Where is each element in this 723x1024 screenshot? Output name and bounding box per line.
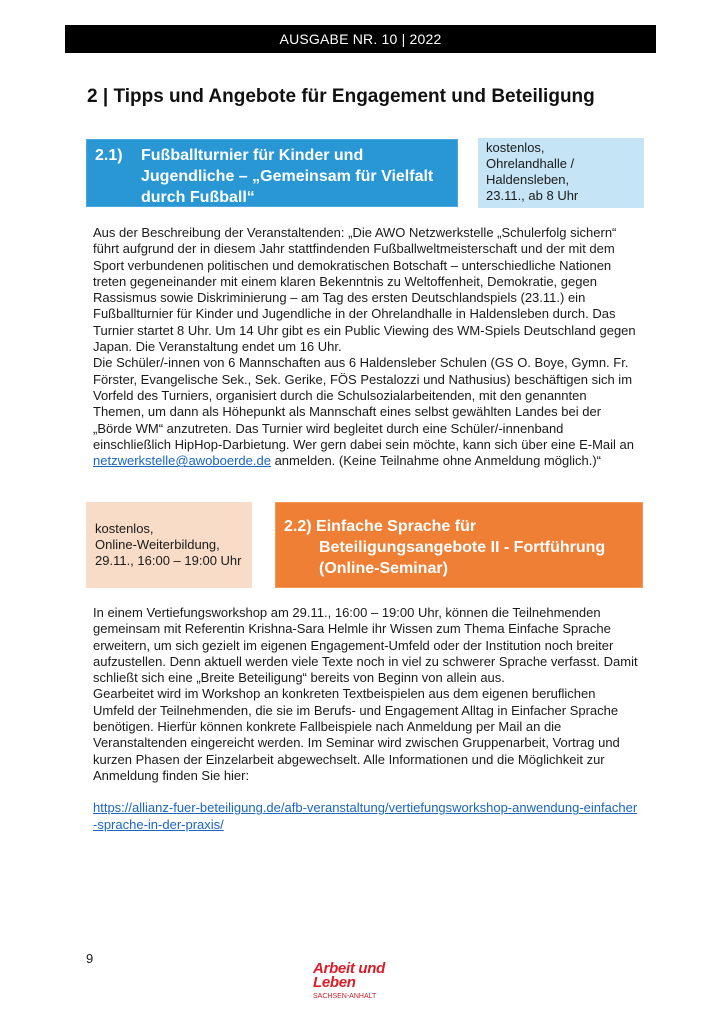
logo-line-1: Arbeit und (313, 960, 385, 977)
item1-description (93, 225, 638, 469)
item2-body-1: In einem Vertiefungsworkshop am 29.11., 16:00 – 19:00 Uhr, können die Teilnehmenden gemeinsam mit Referentin Krishna-Sara Helmle ihr Wissen zum Thema Einfache Sprache erweitern, um sich gezielt im eigenen Engagement-Umfeld oder der Institution noch breiter aufzustellen. Denn aktuell werden viele Texte noch in viel zu schwerer Sprache verfasst. Damit schließt sich eine „Breite Beteiligung“ bereits von Beginn von allein aus. (93, 605, 638, 686)
registration-link[interactable]: https://allianz-fuer-beteiligung.de/afb-veranstaltung/vertiefungsworkshop-anwendung-einfacher-sprache-in-der-praxis/ (93, 800, 638, 832)
item2-description (93, 605, 638, 833)
issue-label: AUSGABE NR. 10 | 2022 (279, 31, 442, 47)
item1-title: Fußballturnier für Kinder und Jugendliche – „Gemeinsam für Vielfalt durch Fußball“ (141, 147, 434, 206)
item1-info-box (478, 138, 644, 208)
item1-number: 2.1) (95, 147, 123, 164)
page-number: 9 (86, 951, 94, 966)
item1-body-2-end: anmelden. (Keine Teilnahme ohne Anmeldung möglich.)“ (270, 453, 601, 469)
item2-title-box (275, 502, 643, 588)
item2-title (284, 516, 634, 579)
item1-title-box (86, 139, 458, 207)
item2-number: 2.2) (284, 518, 312, 535)
logo-line-2: Leben (313, 974, 356, 991)
item1-body-1: Aus der Beschreibung der Veranstaltenden: „Die AWO Netzwerkstelle „Schulerfolg sichern“ führt aufgrund der in diesem Jahr stattfindenden Fußballweltmeisterschaft und der mit dem Sport verbundenen politischen und demokratischen Botschaft – unterschiedliche Nationen treten gegeneinander mit einem klaren Bekenntnis zu Weltoffenheit, Demokratie, gegen Rassismus sowie Diskriminierung – am Tag des ersten Deutschlandspiels (23.11.) ein Fußballturnier für Kinder und Jugendliche in der Ohrelandhalle in Haldensleben durch. Das Turnier startet 8 Uhr. Um 14 Uhr gibt es ein Public Viewing des WM-Spiels Deutschland gegen Japan. Die Veranstaltung endet um 16 Uhr. (93, 225, 636, 355)
section-title: 2 | Tipps und Angebote für Engagement und Beteiligung (87, 86, 595, 107)
item2-link-para (93, 800, 638, 833)
item2-info-box (86, 502, 252, 588)
item1-info-venue: Ohrelandhalle / (486, 156, 575, 171)
item2-title-text-1: Einfache Sprache für (316, 518, 477, 535)
item1-body-2 (93, 355, 638, 469)
item1-info-cost: kostenlos, (486, 140, 545, 155)
item1-info-date: 23.11., ab 8 Uhr (486, 188, 579, 203)
item1-info-city: Haldensleben, (486, 172, 570, 187)
item2-info-cost: kostenlos, (95, 521, 154, 536)
issue-header-bar (65, 25, 656, 53)
item2-info-date: 29.11., 16:00 – 19:00 Uhr (95, 553, 242, 568)
item1-body-2-text: Die Schüler/-innen von 6 Mannschaften aus 6 Haldensleber Schulen (GS O. Boye, Gymn. Fr. Förster, Evangelische Sek., Sek. Gerike, FÖS Pestalozzi und Nathusius) beschäftigen sich im Vorfeld des Turniers, organisiert durch die Schulsozialarbeitenden, mit den genannten Themen, um dann als Höhepunkt als Mannschaft eines selbst gewählten Landes bei der „Börde WM“ anzutreten. Das Turnier wird begleitet durch eine Schüler/-innenband einschließlich HipHop-Darbietung. Wer gern dabei sein möchte, kann sich über eine E-Mail an (93, 355, 634, 452)
item2-title-line1 (284, 516, 634, 537)
email-link[interactable]: netzwerkstelle@awoboerde.de (93, 453, 271, 469)
item2-title-line3: (Online-Seminar) (319, 560, 448, 577)
item2-title-line2: Beteiligungsangebote II - Fortführung (319, 539, 606, 556)
logo-subtitle: SACHSEN-ANHALT (313, 993, 377, 1000)
arbeit-und-leben-logo (313, 962, 385, 1000)
item2-info-format: Online-Weiterbildung, (95, 537, 220, 552)
item2-body-2: Gearbeitet wird im Workshop an konkreten Textbeispielen aus dem eigenen beruflichen Umfeld der Teilnehmenden, die sie im Berufs- und Engagement Alltag in Einfacher Sprache benötigen. Hierfür können konkrete Fallbeispiele nach Anmeldung per Mail an die Veranstaltenden eingereicht werden. Im Seminar wird zwischen Gruppenarbeit, Vortrag und kurzen Phasen der Einzelarbeit abgewechselt. Alle Informationen und die Möglichkeit zur Anmeldung finden Sie hier: (93, 686, 620, 783)
